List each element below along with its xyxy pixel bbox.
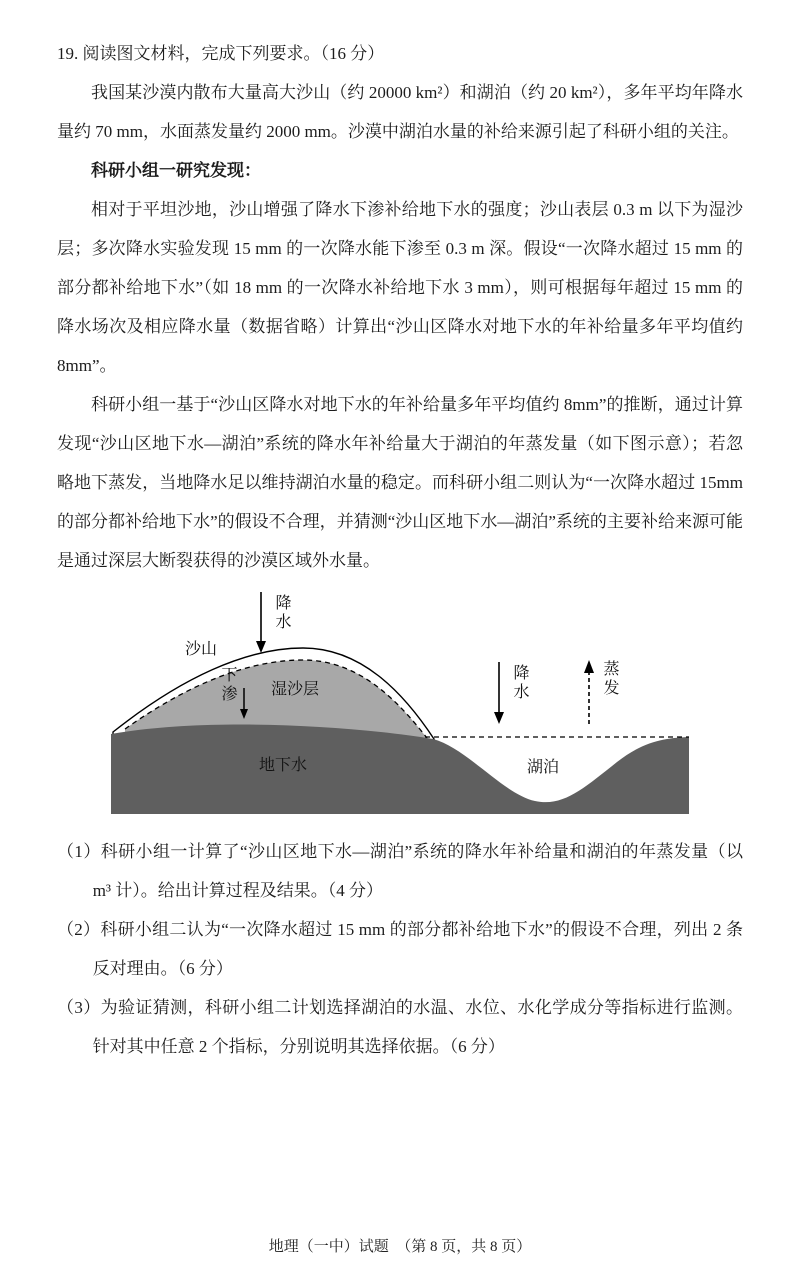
evaporation-label: 蒸发 bbox=[601, 660, 618, 698]
groundwater-label: 地下水 bbox=[259, 757, 308, 774]
groundwater-body bbox=[111, 725, 689, 814]
sub-question-1: （1）科研小组一计算了“沙山区地下水—湖泊”系统的降水年补给量和湖泊的年蒸发量（以 m³ 计）。给出计算过程及结果。（4 分） bbox=[57, 842, 743, 900]
sub-question-3: （3）为验证猜测，科研小组二计划选择湖泊的水温、水位、水化学成分等指标进行监测。针对其中任意 2 个指标，分别说明其选择依据。（6 分） bbox=[57, 998, 743, 1056]
intro-paragraph: 我国某沙漠内散布大量高大沙山（约 20000 km²）和湖泊（约 20 km²），多年平均年降水量约 70 mm，水面蒸发量约 2000 mm。沙漠中湖泊水量的补给来源引起了科研小组的关注。 bbox=[57, 83, 743, 141]
question-list bbox=[57, 832, 743, 1066]
precipitation-arrow-right bbox=[494, 662, 504, 724]
sub-question-2: （2）科研小组二认为“一次降水超过 15 mm 的部分都补给地下水”的假设不合理，列出 2 条反对理由。（6 分） bbox=[57, 920, 743, 978]
findings-paragraph-1: 相对于平坦沙地，沙山增强了降水下渗补给地下水的强度；沙山表层 0.3 m 以下为湿沙层；多次降水实验发现 15 mm 的一次降水能下渗至 0.3 m 深。假设“一次降水超过 15 mm 的部分都补给地下水”（如 18 mm 的一次降水补给地下水 3 mm），则可根据每年超过 15 mm 的降水场次及相应降水量（数据省略）计算出“沙山区降水对地下水的年补给量多年平均值约 8mm”。 bbox=[57, 200, 743, 375]
evaporation-arrow bbox=[584, 660, 594, 724]
page-footer: 地理（一中）试题 （第 8 页，共 8 页） bbox=[268, 1239, 532, 1255]
findings-paragraph-2: 科研小组一基于“沙山区降水对地下水的年补给量多年平均值约 8mm”的推断，通过计算发现“沙山区地下水—湖泊”系统的降水年补给量大于湖泊的年蒸发量（如下图示意）；若忽略地下蒸发，当地降水足以维持湖泊水量的稳定。而科研小组二则认为“一次降水超过 15mm 的部分都补给地下水”的假设不合理，并猜测“沙山区地下水—湖泊”系统的主要补给来源可能是通过深层大断裂获得的沙漠区域外水量。 bbox=[57, 395, 743, 570]
hydrology-diagram bbox=[111, 588, 689, 820]
precipitation-left-label: 降水 bbox=[273, 594, 290, 632]
diagram-canvas bbox=[111, 588, 689, 820]
precipitation-arrow-left bbox=[256, 592, 266, 653]
wet-sand-layer-label: 湿沙层 bbox=[271, 681, 320, 698]
lake-label: 湖泊 bbox=[527, 759, 560, 776]
section-heading: 科研小组一研究发现： bbox=[91, 161, 261, 180]
precipitation-right-label: 降水 bbox=[511, 664, 528, 702]
infiltration-label: 下渗 bbox=[219, 666, 236, 704]
question-19-title: 19. 阅读图文材料，完成下列要求。（16 分） bbox=[57, 44, 385, 63]
sand-mountain-label: 沙山 bbox=[185, 641, 218, 658]
